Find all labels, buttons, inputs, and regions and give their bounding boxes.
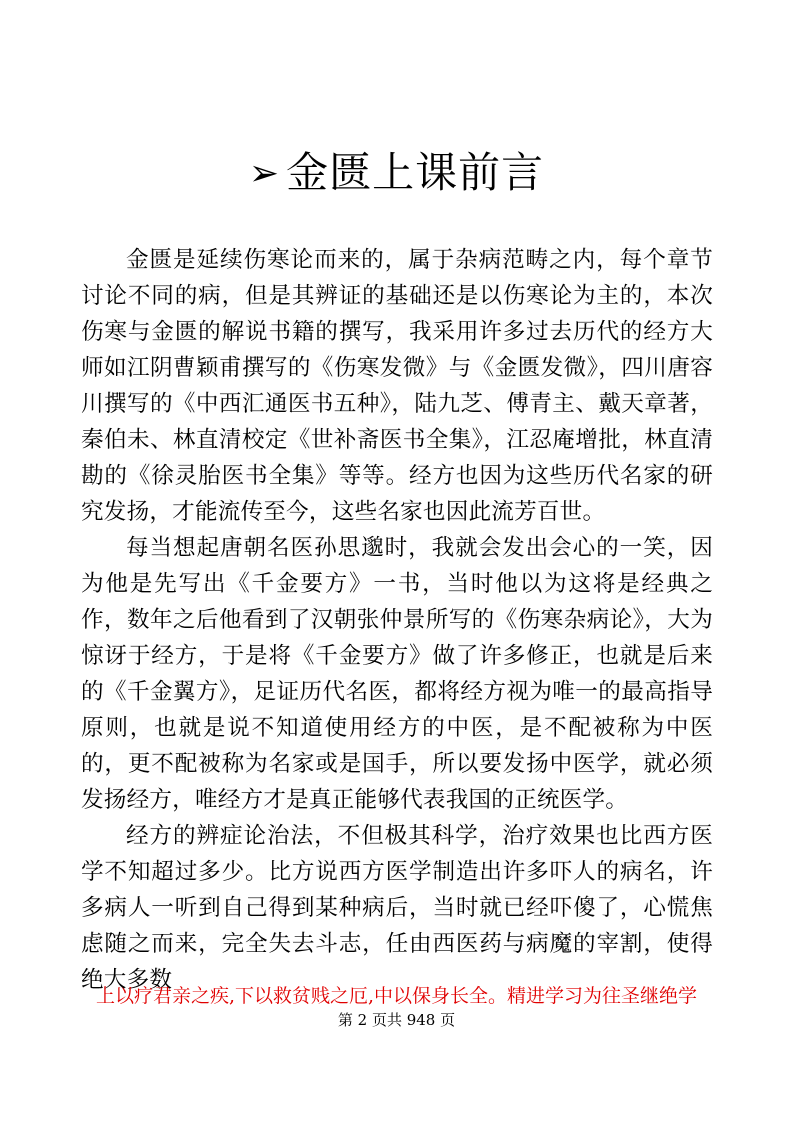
paragraph-1: 金匮是延续伤寒论而来的，属于杂病范畴之内，每个章节讨论不同的病，但是其辨证的基础还是以伤寒论为主的，本次伤寒与金匮的解说书籍的撰写，我采用许多过去历代的经方大师如江阴曹颖甫撰写的《伤寒发微》与《金匮发微》，四川唐容川撰写的《中西汇通医书五种》，陆九芝、傅青主、戴天章著，秦伯未、林直清校定《世补斋医书全集》，江忍庵增批，林直清勘的《徐灵胎医书全集》等等。经方也因为这些历代名家的研究发扬，才能流传至今，这些名家也因此流芳百世。 xyxy=(81,247,713,525)
page-number: 第 2 页共 948 页 xyxy=(337,1011,456,1029)
paragraph-2: 每当想起唐朝名医孙思邈时，我就会发出会心的一笑，因为他是先写出《千金要方》一书，当时他以为这将是经典之作，数年之后他看到了汉朝张仲景所写的《伤寒杂病论》，大为惊讶于经方，于是将《千金要方》做了许多修正，也就是后来的《千金翼方》，足证历代名医，都将经方视为唯一的最高指导原则，也就是说不知道使用经方的中医，是不配被称为中医的，更不配被称为名家或是国手，所以要发扬中医学，就必须发扬经方，唯经方才是真正能够代表我国的正统医学。 xyxy=(81,535,713,813)
body-text xyxy=(81,242,713,998)
footer-motto: 上以疗君亲之疾,下以救贫贱之厄,中以保身长全。精进学习为往圣继绝学 xyxy=(95,985,698,1007)
paragraph-3: 经方的辨症论治法，不但极其科学，治疗效果也比西方医学不知超过多少。比方说西方医学制造出许多吓人的病名，许多病人一听到自己得到某种病后，当时就已经吓傻了，心慌焦虑随之而来，完全失去斗志，任由西医药与病魔的宰割，使得绝大多数 xyxy=(81,823,713,993)
page-title xyxy=(0,144,793,203)
arrow-bullet-icon: ➢ xyxy=(248,153,281,194)
page-title-text: 金匮上课前言 xyxy=(286,148,545,197)
